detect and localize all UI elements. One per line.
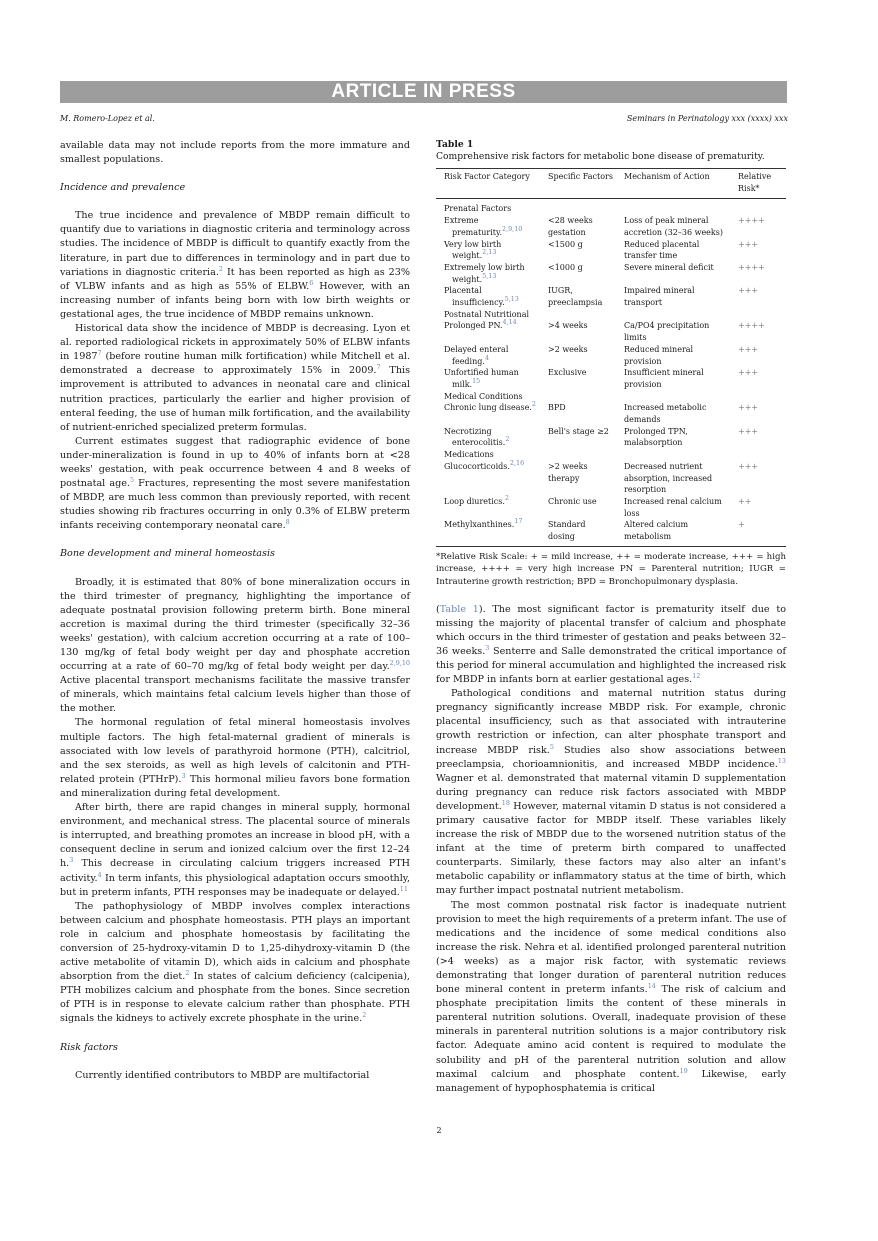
mechanism-cell: Loss of peak mineral accretion (32–36 weeks) xyxy=(624,216,723,237)
text-run: The most common postnatal risk factor is inadequate nutrient provision to meet the high requirements of a preterm infant. The use of medications and the incidence of some medical conditions also increase the risk. Nehra et al. identified prolonged parenteral nutrition (>4 weeks) as a major risk factor, with systematic reviews demonstrating that longer duration of parenteral nutrition reduces bone mineral content in preterm infants. xyxy=(436,899,786,996)
mechanism-cell: Severe mineral deficit xyxy=(624,262,714,272)
table-reference-link[interactable]: Table 1 xyxy=(439,603,479,615)
table-caption: Comprehensive risk factors for metabolic bone disease of prematurity. xyxy=(436,151,765,162)
risk-factor-cell xyxy=(436,285,540,308)
paragraph xyxy=(60,801,410,900)
table-row xyxy=(436,426,786,449)
citation-ref: 13 xyxy=(777,756,786,765)
relative-risk-cell: +++ xyxy=(738,368,759,378)
group-label: Medical Conditions xyxy=(444,391,523,401)
risk-factor-cell xyxy=(436,239,540,262)
table-body xyxy=(436,199,786,546)
relative-risk-cell: +++ xyxy=(738,426,759,436)
text-run: Broadly, it is estimated that 80% of bone mineralization occurs in the third trimester of pregnancy, highlighting the importance of adequate postnatal provision following preterm birth. Bone mineral accretion is maximal during the third trimester (specifically 32–36 weeks' gestation), with calcium accretion occurring at a rate of 100–130 mg/kg of fetal body weight per day and phosphate accretion occurring at a rate of 60–70 mg/kg of fetal body weight per day. xyxy=(60,576,410,673)
mechanism-cell: Increased renal calcium loss xyxy=(624,496,722,518)
text-run: Wagner et al. demonstrated that maternal vitamin D supplementation during pregnancy can reduce risk factors associated with MBDP development. xyxy=(436,772,786,812)
specific-factors-cell: <28 weeks gestation xyxy=(548,216,593,237)
specific-factors-cell: >2 weeks therapy xyxy=(548,461,588,483)
text-run: This improvement is attributed to advances in neonatal care and clinical nutrition practices, particularly the earlier and higher provision of enteral feeding, the use of human milk fortification, and the availability of nutrient-enriched specialized preterm formulas. xyxy=(60,365,410,433)
article-in-press-banner: ARTICLE IN PRESS xyxy=(60,81,787,103)
group-label: Prenatal Factors xyxy=(444,204,512,214)
risk-factor-name: Necrotizing enterocolitis. xyxy=(444,426,506,448)
paragraph xyxy=(60,322,410,435)
table-group-row xyxy=(436,449,786,461)
specific-factors-cell: BPD xyxy=(548,403,566,413)
text-run: This hormonal milieu favors bone formation and mineralization during fetal development. xyxy=(60,773,410,799)
citation-ref: 2 xyxy=(218,264,223,273)
text-run: In states of calcium deficiency (calcipenia), PTH mobilizes calcium and phosphate from the bones. Since secretion of PTH is in response to elevate calcium rather than phosphate. PTH signals the kidneys to actively excrete phosphate in the urine. xyxy=(60,971,410,1025)
citation-ref: 6 xyxy=(309,278,314,287)
citation-ref: 5,13 xyxy=(504,295,519,304)
citation-ref: 19 xyxy=(679,1066,688,1075)
mechanism-cell: Insufficient mineral provision xyxy=(624,368,704,389)
paragraph xyxy=(436,687,786,898)
risk-factor-name: Glucocorticoids. xyxy=(444,461,510,471)
relative-risk-cell: +++ xyxy=(738,344,759,354)
paragraph xyxy=(60,900,410,1027)
text-run: (before routine human milk fortification) while Mitchell et al. demonstrated a decrease to approximately 15% in 2009. xyxy=(60,351,410,377)
text-run: The risk of calcium and phosphate precipitation limits the content of these minerals in parenteral nutrition solutions. Overall, inadequate provision of these minerals in parenteral nutrition solutions is a major contributory risk factor. Adequate amino acid content is required to modulate the solubility and pH of the parenteral nutrition solution and allow maximal calcium and phosphate content. xyxy=(436,984,786,1080)
citation-ref: 5 xyxy=(549,742,554,751)
mechanism-cell: Increased metabolic demands xyxy=(624,403,707,425)
citation-ref: 15 xyxy=(472,376,481,385)
text-run: After birth, there are rapid changes in mineral supply, hormonal environment, and mechanical stress. The placental source of minerals is interrupted, and breathing promotes an increase in blood pH, with a consequent decline in serum and ionized calcium over the first 12–24 h. xyxy=(60,802,410,870)
citation-ref: 4,14 xyxy=(502,318,517,327)
paragraph xyxy=(436,603,786,688)
risk-factor-cell xyxy=(436,458,540,496)
citation-ref: 18 xyxy=(501,798,510,807)
mechanism-cell: Reduced mineral provision xyxy=(624,344,694,366)
table-footnote: *Relative Risk Scale: + = mild increase, ++ = moderate increase, +++ = high increase, ++++ = very high increase PN = Parenteral nutrition; IUGR = Intrauterine growth restriction; BPD = Bronchopulmonary dysplasia. xyxy=(436,551,786,587)
table-group-row xyxy=(436,391,786,403)
text-run: Likewise, early management of hypophosphatemia is critical xyxy=(436,1068,786,1094)
specific-factors-cell: >4 weeks xyxy=(548,321,588,331)
text-run: This decrease in circulating calcium triggers increased PTH activity. xyxy=(60,858,410,884)
column-header: Mechanism of Action xyxy=(616,169,730,199)
relative-risk-cell: +++ xyxy=(738,286,759,296)
citation-ref: 2,16 xyxy=(509,458,525,467)
relative-risk-cell: ++ xyxy=(738,496,752,506)
text-run: ( xyxy=(436,603,440,615)
citation-ref: 3 xyxy=(181,771,186,780)
text-run: The pathophysiology of MBDP involves complex interactions between calcium and phosphate homeostasis. PTH plays an important role in calcium and phosphate homeostasis by facilitating the conversion of 25-hydroxy-vitamin D to 1,25-dihydroxy-vitamin D (the active metabolite of vitamin D), which aids in calcium and phosphate absorption from the diet. xyxy=(60,900,410,983)
paragraph: Currently identified contributors to MBDP are multifactorial xyxy=(75,1069,370,1081)
citation-ref: 2,13 xyxy=(482,248,497,257)
citation-ref: 2,9,10 xyxy=(389,659,410,668)
table-row xyxy=(436,519,786,546)
risk-factor-name: Methylxanthines. xyxy=(444,520,515,530)
citation-ref: 3 xyxy=(69,856,74,865)
relative-risk-cell: ++++ xyxy=(738,321,765,331)
paragraph xyxy=(60,576,410,717)
text-run: Senterre and Salle demonstrated the critical importance of this period for mineral accumulation and highlighted the increased risk for MBDP in infants born at earlier gestational ages. xyxy=(436,645,786,686)
citation-ref: 2 xyxy=(531,400,536,409)
citation-ref: 2,9,10 xyxy=(502,224,523,233)
citation-ref: 4 xyxy=(484,353,490,362)
specific-factors-cell: <1500 g xyxy=(548,239,583,249)
risk-factor-name: Loop diuretics. xyxy=(444,496,505,506)
risk-factor-name: Placental insufficiency. xyxy=(444,286,505,308)
relative-risk-cell: +++ xyxy=(738,403,759,413)
running-head-journal: Seminars in Perinatology xxx (xxxx) xxx xyxy=(626,114,788,123)
intro-paragraph: available data may not include reports from the more immature and smallest populations. xyxy=(60,140,410,166)
group-label: Postnatal Nutritional xyxy=(444,309,530,319)
paragraph xyxy=(436,899,786,1096)
text-run: Historical data show the incidence of MBDP is decreasing. Lyon et al. reported radiological rickets in approximately 50% of ELBW infants in 1987 xyxy=(60,323,410,363)
text-run: It has been reported as high as 23% of VLBW infants and as high as 55% of ELBW. xyxy=(60,266,410,292)
citation-ref: 4 xyxy=(97,870,102,879)
citation-ref: 14 xyxy=(647,982,656,991)
citation-ref: 5 xyxy=(129,476,135,485)
group-label: Medications xyxy=(444,450,494,460)
relative-risk-cell: +++ xyxy=(738,461,759,471)
citation-ref: 12 xyxy=(692,672,701,681)
mechanism-cell: Reduced placental transfer time xyxy=(624,239,700,261)
table-row xyxy=(436,496,786,519)
text-run: The true incidence and prevalence of MBDP remain difficult to quantify due to variations in diagnostic criteria and terminology across studies. The incidence of MBDP is difficult to quantify exactly from the literature, in part due to differences in terminology and in part due to variations in diagnostic criteria. xyxy=(60,210,410,278)
table-row xyxy=(436,344,786,367)
running-head-authors: M. Romero-Lopez et al. xyxy=(60,114,155,123)
risk-factor-cell xyxy=(436,367,540,390)
risk-factor-cell xyxy=(436,320,540,343)
mechanism-cell: Altered calcium metabolism xyxy=(616,519,730,546)
relative-risk-cell: ++++ xyxy=(738,216,765,226)
relative-risk-cell: ++++ xyxy=(738,262,765,272)
risk-factor-cell xyxy=(436,262,540,285)
table-group-row xyxy=(436,309,786,321)
section-heading-incidence: Incidence and prevalence xyxy=(60,182,186,194)
citation-ref: 11 xyxy=(399,884,408,893)
risk-factor-table xyxy=(436,168,786,547)
text-run: However, with an increasing number of infants being born with low birth weights or gestational ages, the true incidence of MBDP remains unknown. xyxy=(60,280,410,320)
risk-factor-cell xyxy=(436,426,540,449)
table-header-row xyxy=(436,169,786,199)
risk-factor-name: Unfortified human milk. xyxy=(444,368,519,389)
mechanism-cell: Impaired mineral transport xyxy=(624,286,695,308)
table-row xyxy=(436,262,786,285)
text-run: However, maternal vitamin D status is not considered a primary causative factor for MBDP itself. These variables likely increase the risk of MBDP due to the worsened nutrition status of the infant at the time of preterm birth compared to unaffected counterparts. Similarly, these factors may also alter an infant's metabolic capability or inflammatory status at the time of birth, which may further impact postnatal nutrient metabolism. xyxy=(436,800,786,897)
page-number: 2 xyxy=(436,1126,442,1135)
relative-risk-cell: + xyxy=(730,519,786,546)
paragraph xyxy=(60,209,410,322)
risk-factor-name: Very low birth weight. xyxy=(444,239,502,261)
table-row xyxy=(436,239,786,262)
citation-ref: 17 xyxy=(514,517,523,526)
text-run: The hormonal regulation of fetal mineral homeostasis involves multiple factors. The high fetal-maternal gradient of minerals is associated with low levels of parathyroid hormone (PTH), calcitriol, and the sex steroids, as well as high levels of calcitonin and PTH-related protein (PTHrP). xyxy=(60,717,410,785)
text-run: Current estimates suggest that radiographic evidence of bone under-mineralization is found in up to 40% of infants born at <28 weeks' gestation, with peak occurrence between 4 and 8 weeks of postnatal age. xyxy=(60,435,410,490)
risk-factor-name: Chronic lung disease. xyxy=(444,403,532,413)
risk-factor-name: Extreme prematurity. xyxy=(444,216,502,237)
table-row xyxy=(436,215,786,238)
table-label: Table 1 xyxy=(436,139,474,150)
citation-ref: 5,13 xyxy=(482,271,497,280)
citation-ref: 2 xyxy=(505,435,510,444)
specific-factors-cell: Exclusive xyxy=(548,368,587,378)
citation-ref: 2 xyxy=(504,493,509,502)
table-row xyxy=(436,367,786,390)
risk-factor-cell xyxy=(436,215,540,238)
risk-factor-cell xyxy=(436,493,540,519)
table-row xyxy=(436,402,786,425)
left-column xyxy=(60,139,410,1083)
citation-ref: 3 xyxy=(485,643,490,652)
citation-ref: 7 xyxy=(376,363,381,372)
citation-ref: 8 xyxy=(285,518,290,527)
specific-factors-cell: IUGR, preeclampsia xyxy=(548,286,603,308)
table-row xyxy=(436,461,786,496)
specific-factors-cell: Standard dosing xyxy=(540,519,616,546)
risk-factor-cell xyxy=(436,344,540,367)
risk-factor-name: Prolonged PN. xyxy=(444,321,503,331)
relative-risk-cell: +++ xyxy=(738,239,759,249)
section-heading-bone-development: Bone development and mineral homeostasis xyxy=(60,548,275,560)
citation-ref: 7 xyxy=(97,349,102,358)
text-run: Studies also show associations between preeclampsia, chorioamnionitis, and increased MBDP incidence. xyxy=(436,744,787,770)
risk-factor-cell xyxy=(436,519,540,546)
risk-factor-cell xyxy=(436,402,540,425)
text-run: ). The most significant factor is prematurity itself due to missing the majority of placental transfer of calcium and phosphate which occurs in the third trimester of gestation and peaks between 32–36 weeks. xyxy=(436,603,786,657)
paragraph xyxy=(60,716,410,801)
text-run: Fractures, representing the most severe manifestation of MBDP, are much less common than previously reported, with recent studies showing rib fractures occurring in only 0.3% of ELBW preterm infants receiving contemporary neonatal care. xyxy=(60,478,410,532)
specific-factors-cell: Bell's stage ≥2 xyxy=(548,426,609,436)
text-run: Active placental transport mechanisms facilitate the massive transfer of minerals, which maintains fetal calcium levels higher than those of the mother. xyxy=(60,675,410,715)
right-column xyxy=(436,139,786,1096)
text-run: Pathological conditions and maternal nutrition status during pregnancy significantly increase MBDP risk. For example, chronic placental insufficiency, such as that associated with intrauterine growth restriction or infection, can alter phosphate transport and increase MBDP risk. xyxy=(436,688,786,756)
mechanism-cell: Ca/PO4 precipitation limits xyxy=(624,321,710,343)
column-header: Relative Risk* xyxy=(730,169,786,199)
table-row xyxy=(436,285,786,308)
table-row xyxy=(436,320,786,343)
section-heading-risk-factors: Risk factors xyxy=(60,1041,118,1053)
risk-factor-name: Extremely low birth weight. xyxy=(444,262,525,284)
citation-ref: 2 xyxy=(362,1011,367,1020)
citation-ref: 2 xyxy=(185,969,190,978)
column-header: Risk Factor Category xyxy=(436,169,540,199)
text-run: In term infants, this physiological adaptation occurs smoothly, but in preterm infants, PTH responses may be inadequate or delayed. xyxy=(60,872,410,898)
specific-factors-cell: <1000 g xyxy=(548,262,583,272)
specific-factors-cell: Chronic use xyxy=(548,496,597,506)
paragraph xyxy=(60,435,410,534)
mechanism-cell: Decreased nutrient absorption, increased resorption xyxy=(624,461,713,495)
column-header: Specific Factors xyxy=(540,169,616,199)
risk-factor-name: Delayed enteral feeding. xyxy=(444,344,509,366)
mechanism-cell: Prolonged TPN, malabsorption xyxy=(624,426,688,448)
table-group-row xyxy=(436,199,786,215)
specific-factors-cell: >2 weeks xyxy=(548,344,588,354)
